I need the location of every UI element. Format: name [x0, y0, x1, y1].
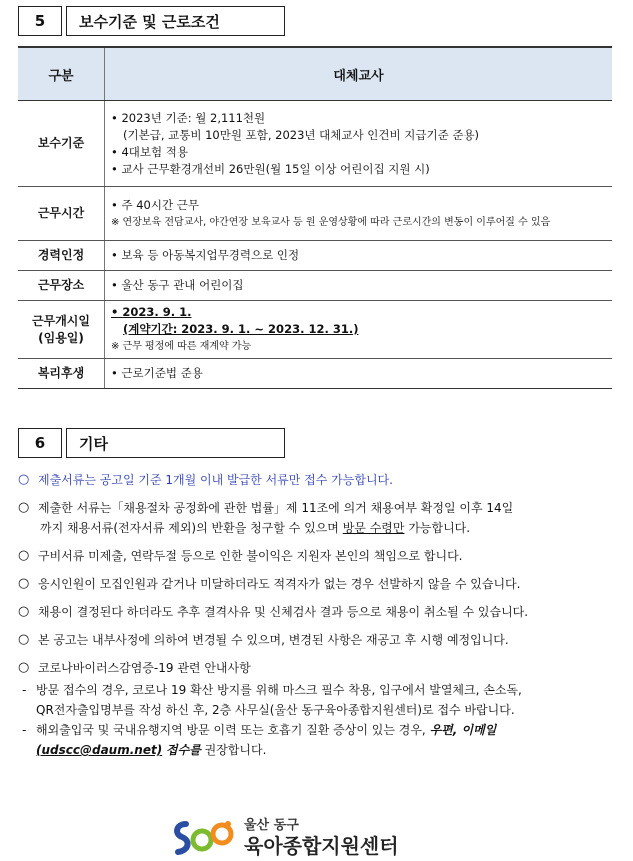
cell-line: (기본급, 교통비 10만원 포함, 2023년 대체교사 인건비 지급기준 준용) [123, 127, 480, 142]
section-5-header [18, 6, 285, 36]
email-link[interactable]: (udscc@daum.net) [36, 743, 163, 757]
table-row [18, 101, 612, 187]
cell-line: • 교사 근무환경개선비 26만원(월 15일 이상 어린이집 지원 시) [111, 161, 606, 178]
row-content [105, 359, 613, 389]
row-content [105, 101, 613, 187]
notice-text: 채용이 결정된다 하더라도 추후 결격사유 및 신체검사 결과 등으로 채용이 취소될 수 있습니다. [38, 605, 529, 619]
cell-line: (계약기간: 2023. 9. 1. ~ 2023. 12. 31.) [123, 322, 359, 336]
dash-bullet: - [22, 723, 27, 737]
table-header-row [18, 47, 612, 101]
section-number: 5 [18, 6, 62, 36]
table-row [18, 359, 612, 389]
circle-bullet: ○ [18, 500, 30, 515]
covid-text: 해외출입국 및 국내유행지역 방문 이력 또는 호흡기 질환 증상이 있는 경우, [36, 723, 426, 737]
section-6-header [18, 428, 285, 458]
row-label-line: (임용일) [38, 330, 84, 345]
section-title: 기타 [66, 428, 285, 458]
circle-bullet: ○ [18, 576, 30, 591]
row-content [105, 241, 613, 271]
logo-line2: 육아종합지원센터 [244, 834, 399, 858]
row-content [105, 301, 613, 359]
row-label: 근무장소 [18, 271, 105, 301]
circle-bullet: ○ [18, 604, 30, 619]
covid-subitem [18, 720, 618, 760]
list-item [18, 574, 618, 594]
row-label [18, 301, 105, 359]
covid-text: QR전자출입명부를 작성 하신 후, 2층 사무실(울산 동구육아종합지원센터)로 접수 바랍니다. [36, 703, 515, 717]
logo-line1: 울산 동구 [244, 818, 299, 833]
row-label: 근무시간 [18, 187, 105, 241]
cell-line: • 근로기준법 준용 [111, 365, 606, 382]
notice-text: 제출한 서류는「채용절차 공정화에 관한 법률」제 11조에 의거 채용여부 확정일 이후 14일 [38, 501, 514, 515]
notice-text: 제출서류는 공고일 기준 1개월 이내 발급한 서류만 접수 가능합니다. [38, 473, 393, 487]
logo-text [244, 818, 399, 858]
notice-text-cont [38, 518, 513, 538]
covid-emphasis: 접수를 [166, 743, 201, 757]
covid-text: 권장합니다. [204, 743, 267, 757]
row-label: 경력인정 [18, 241, 105, 271]
table-header: 구분 [18, 47, 105, 101]
table-row [18, 301, 612, 359]
table-row [18, 271, 612, 301]
center-logo [172, 818, 399, 858]
cell-note: ※ 근무 평정에 따른 재계약 가능 [111, 341, 252, 352]
row-label-line: 근무개시일 [32, 313, 90, 328]
table-row [18, 241, 612, 271]
row-label: 보수기준 [18, 101, 105, 187]
notice-underlined: 방문 수령만 [342, 521, 405, 535]
notice-text: 응시인원이 모집인원과 같거나 미달하더라도 적격자가 없는 경우 선발하지 않을 수 있습니다. [38, 577, 521, 591]
notice-text: 구비서류 미제출, 연락두절 등으로 인한 불이익은 지원자 본인의 책임으로 합니다. [38, 549, 463, 563]
notice-text: 까지 채용서류(전자서류 제외)의 반환을 청구할 수 있으며 [40, 521, 339, 535]
notice-text: 코로나바이러스감염증-19 관련 안내사항 [38, 661, 251, 675]
list-item [18, 658, 618, 678]
covid-emphasis: 우편, 이메일 [429, 723, 497, 737]
dash-bullet: - [22, 683, 27, 697]
cell-line: • 울산 동구 관내 어린이집 [111, 277, 606, 294]
covid-text: 방문 접수의 경우, 코로나 19 확산 방지를 위해 마스크 필수 착용, 입구에서 발열체크, 손소독, [36, 683, 522, 697]
list-item [18, 470, 618, 490]
table-header: 대체교사 [105, 47, 613, 101]
table-row [18, 187, 612, 241]
covid-text-line [36, 720, 496, 740]
conditions-table [18, 46, 612, 389]
list-item [18, 630, 618, 650]
cell-line: • 보육 등 아동복지업무경력으로 인정 [111, 247, 606, 264]
cell-line: • 주 40시간 근무 [111, 197, 606, 214]
circle-bullet: ○ [18, 548, 30, 563]
cell-line: • 2023년 기준: 월 2,111천원 [111, 110, 606, 127]
cell-line: • 4대보험 적용 [111, 144, 606, 161]
notice-text: 가능합니다. [408, 521, 471, 535]
cell-note: ※ 연장보육 전담교사, 야간연장 보육교사 등 원 운영상황에 따라 근로시간의 변동이 이루어질 수 있음 [111, 216, 551, 228]
row-content [105, 187, 613, 241]
notice-text: 본 공고는 내부사정에 의하여 변경될 수 있으며, 변경된 사항은 재공고 후 시행 예정입니다. [38, 633, 509, 647]
section-title: 보수기준 및 근로조건 [66, 6, 285, 36]
circle-bullet: ○ [18, 472, 30, 487]
circle-bullet: ○ [18, 660, 30, 675]
row-content [105, 271, 613, 301]
covid-subitem [18, 680, 618, 720]
covid-text-line [36, 740, 496, 760]
logo-mark-icon [172, 818, 238, 858]
list-item [18, 546, 618, 566]
section-number: 6 [18, 428, 62, 458]
list-item [18, 602, 618, 622]
list-item [18, 498, 618, 538]
circle-bullet: ○ [18, 632, 30, 647]
notice-list [18, 470, 618, 760]
row-label: 복리후생 [18, 359, 105, 389]
cell-line: • 2023. 9. 1. [111, 304, 606, 321]
